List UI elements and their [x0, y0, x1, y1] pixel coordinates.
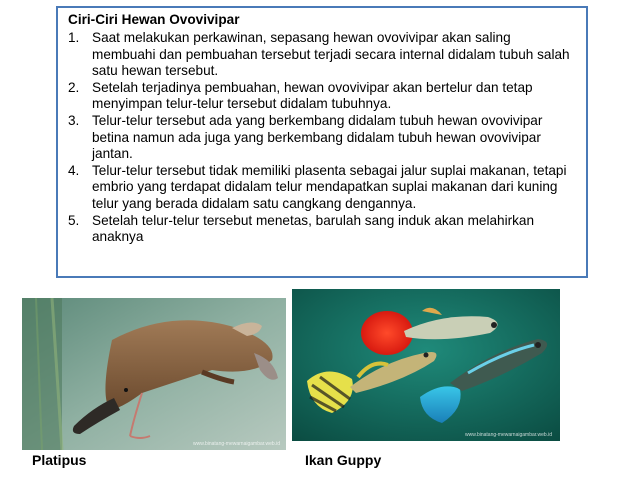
list-number: 4.	[68, 162, 80, 178]
list-item	[68, 163, 576, 213]
list-text: Saat melakukan perkawinan, sepasang hewan ovovivipar akan saling membuahi dan pembuahan tersebut terjadi secara internal didalam tubuh salah satu hewan tersebut.	[92, 30, 570, 79]
ciri-ciri-textbox	[56, 6, 588, 278]
guppy-caption: Ikan Guppy	[305, 452, 382, 468]
platypus-watermark: www.binatang-mewarnaigambar.web.id	[193, 441, 280, 447]
guppy-watermark: www.binatang-mewarnaigambar.web.id	[465, 432, 552, 438]
list-text: Telur-telur tersebut tidak memiliki plasenta sebagai jalur suplai makanan, tetapi embrio yang terdapat didalam telur mendapatkan suplai makanan dari kuning telur yang berada didalam satu cangkang dengannya.	[92, 162, 567, 211]
guppy-illustration	[292, 289, 560, 441]
list-text: Telur-telur tersebut ada yang berkembang didalam tubuh hewan ovovivipar betina namun ada juga yang berkembang didalam tubuh hewan ovovivipar jantan.	[92, 112, 543, 162]
list-text: Setelah terjadinya pembuahan, hewan ovovivipar akan bertelur dan tetap menyimpan telur-telur tersebut didalam tubuhnya.	[92, 79, 533, 112]
list-item	[68, 80, 576, 113]
platypus-photo	[22, 298, 286, 450]
slide-title: Ciri-Ciri Hewan Ovovivipar	[68, 12, 240, 27]
list-item	[68, 30, 576, 80]
ciri-list	[68, 30, 576, 246]
list-item	[68, 213, 576, 246]
list-number: 1.	[68, 30, 80, 45]
list-item	[68, 113, 576, 163]
list-number: 5.	[68, 212, 80, 228]
platypus-illustration	[22, 298, 286, 450]
platypus-caption: Platipus	[32, 452, 87, 468]
list-number: 3.	[68, 112, 80, 128]
list-text: Setelah telur-telur tersebut menetas, barulah sang induk akan melahirkan anaknya	[92, 212, 535, 245]
list-number: 2.	[68, 79, 80, 95]
guppy-photo	[292, 289, 560, 441]
